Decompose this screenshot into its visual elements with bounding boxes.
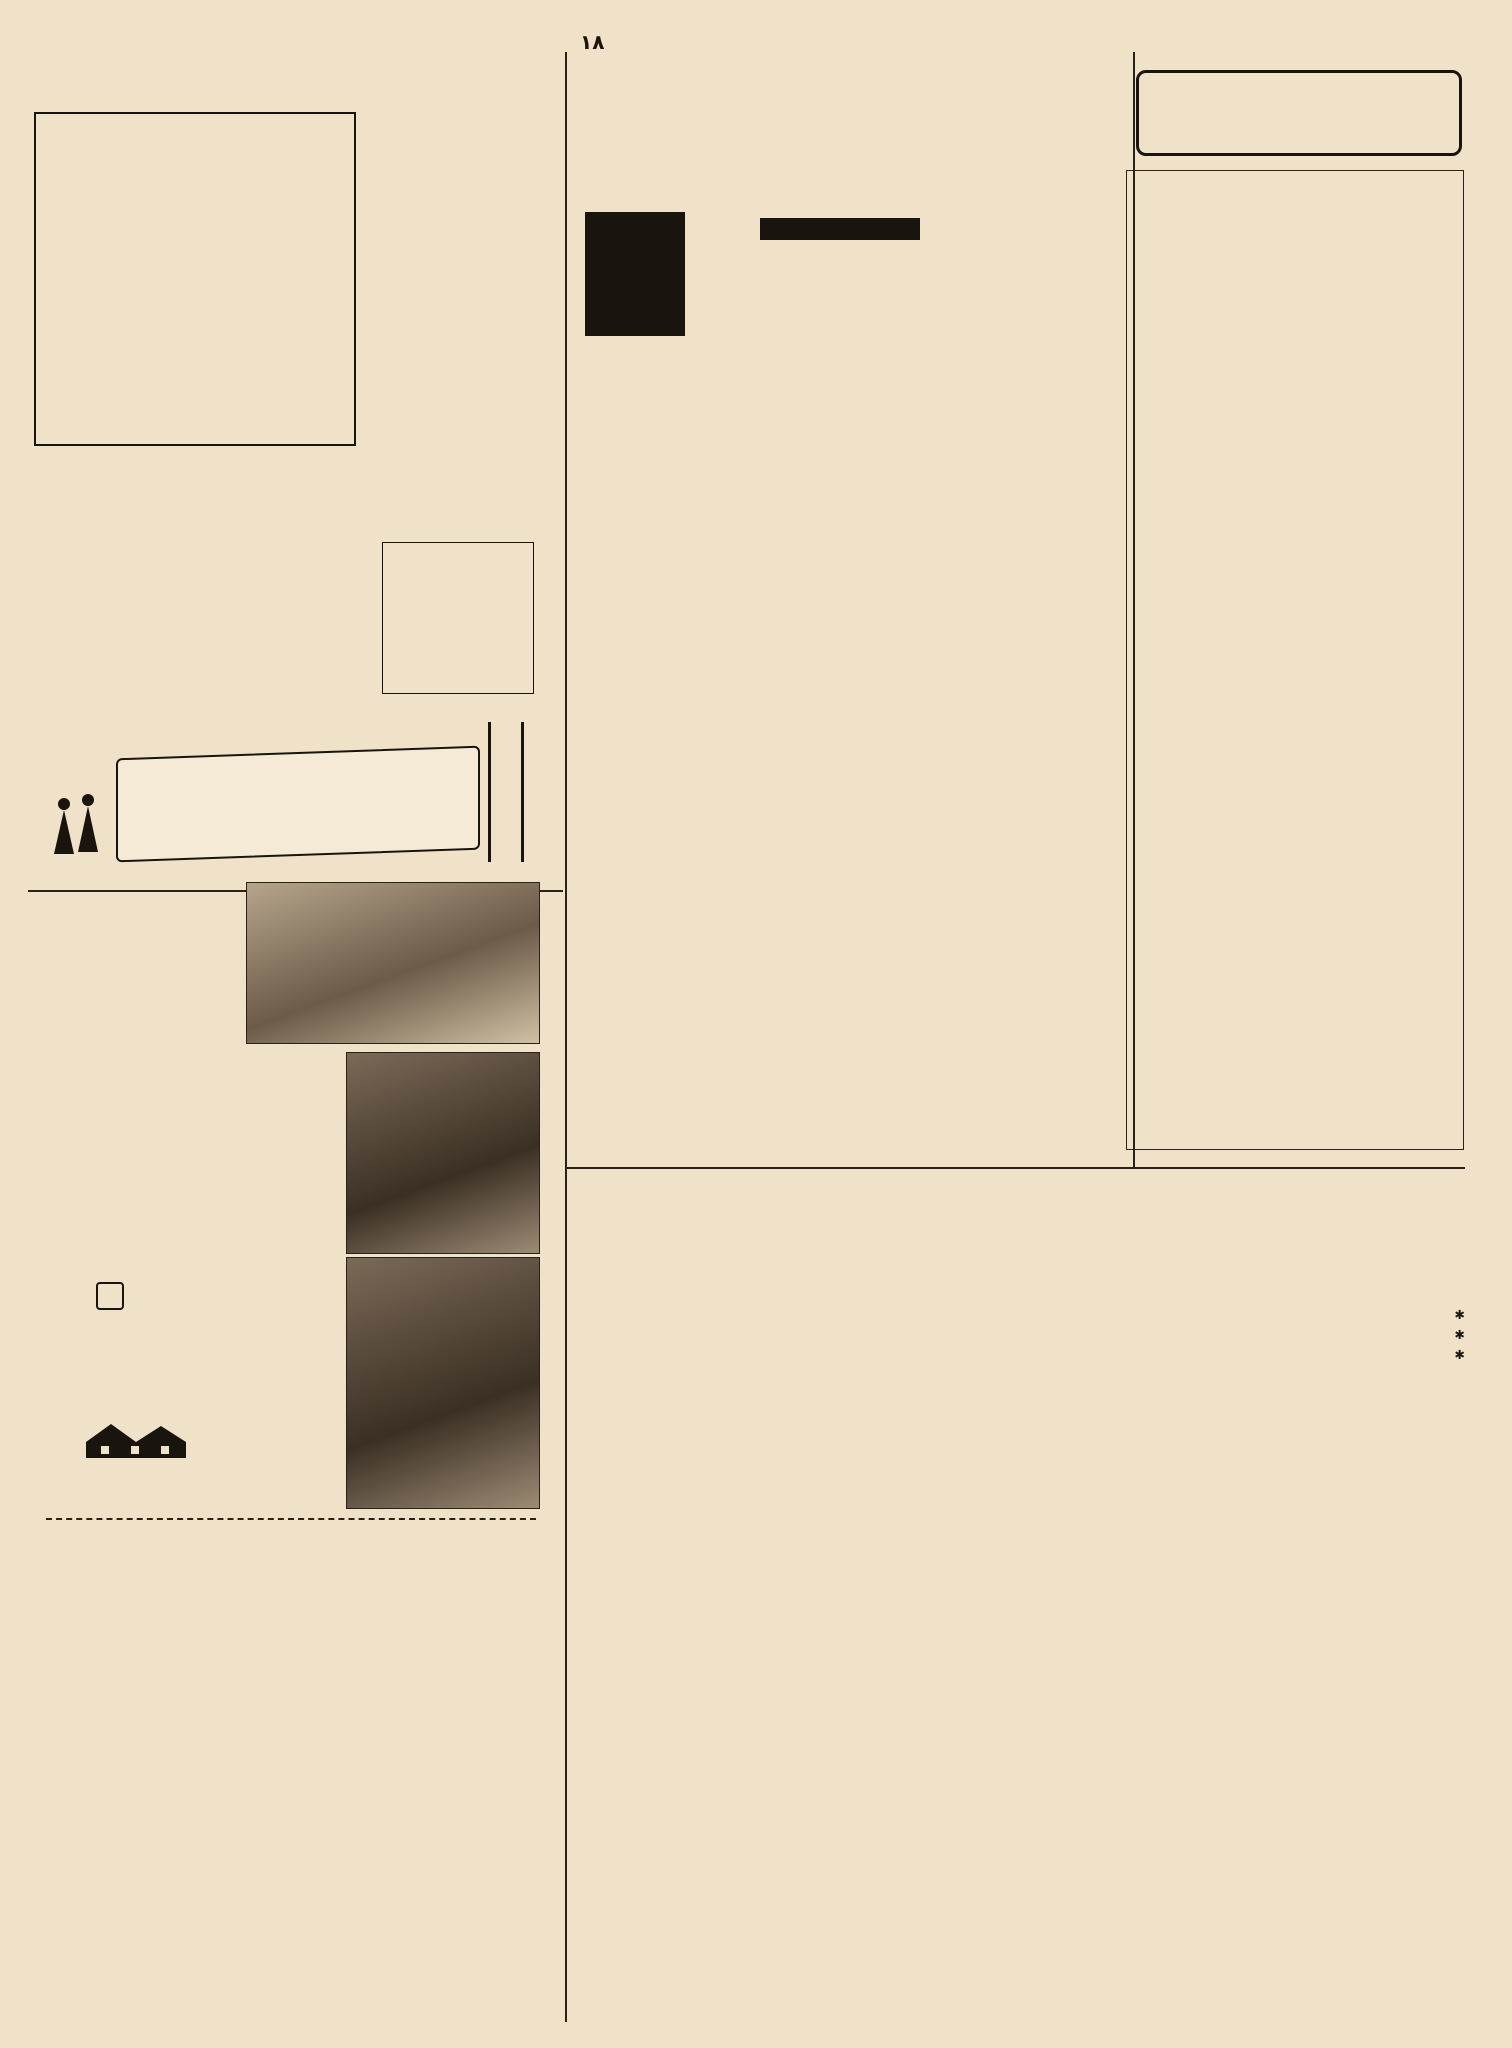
column-rule [565,1167,567,2022]
crossword-across [378,100,550,445]
council-body-5 [1120,1838,1290,2014]
council-body-9 [750,1640,920,2014]
crossword-row-numbers [354,112,370,442]
bullet-1: ✱ [1454,1307,1465,1322]
council-body-4 [1120,1522,1290,1812]
house-illustration [76,1412,196,1462]
crossword-answer-grid [382,542,534,694]
cinema-name [118,748,478,761]
council-body-8 [750,1305,920,1635]
crossword-grid[interactable] [34,112,356,446]
serial-tag [760,218,920,240]
page-folio: ۱۸ [580,30,605,54]
film-still-1 [246,882,540,1044]
council-body-3 [1120,1305,1290,1495]
council-body-7 [930,1586,1110,2014]
house-icon [76,1412,196,1462]
film-ad [36,722,551,2012]
serial-body-10 [578,1000,750,1140]
q1-text [1127,283,1463,403]
q3-text [1127,559,1463,709]
q2-text [1127,411,1463,551]
bullet-3: ✱ [1454,1347,1465,1362]
phone-intro [1127,185,1463,273]
warner-logo [96,1282,124,1310]
ad-divider [46,1518,536,1520]
column-rule [565,52,567,1167]
bullet-2: ✱ [1454,1327,1465,1342]
section-badge [1136,70,1462,156]
column-pillar [488,722,524,862]
dancers-icon [46,744,106,874]
cinema-sign [116,746,480,863]
crossword-column-numbers [34,96,352,112]
serial-body-9 [578,855,750,995]
council-body-1 [1300,1372,1465,1647]
serial-body-3 [940,720,1120,1160]
film-still-2 [346,1052,540,1254]
serial-body-6 [760,745,930,1155]
serial-body-8 [578,620,750,850]
council-body-10 [575,1180,743,1620]
book-badge [585,212,685,336]
dancers-illustration [46,744,106,874]
crossword-down-2 [34,522,370,694]
council-body-10b [575,1625,743,1995]
serial-body-4 [760,345,930,575]
council-body-2 [1300,1655,1465,2015]
film-still-3 [346,1257,540,1509]
section-rule [565,1167,1465,1169]
council-body-6 [930,1305,1110,1540]
phone-column-box [1126,170,1464,1150]
serial-body-2 [940,565,1120,715]
q5-text [1127,817,1463,877]
serial-body-5 [760,580,930,740]
q4-text [1127,715,1463,811]
crossword-down-1 [34,452,550,516]
serial-body-7 [578,345,750,615]
